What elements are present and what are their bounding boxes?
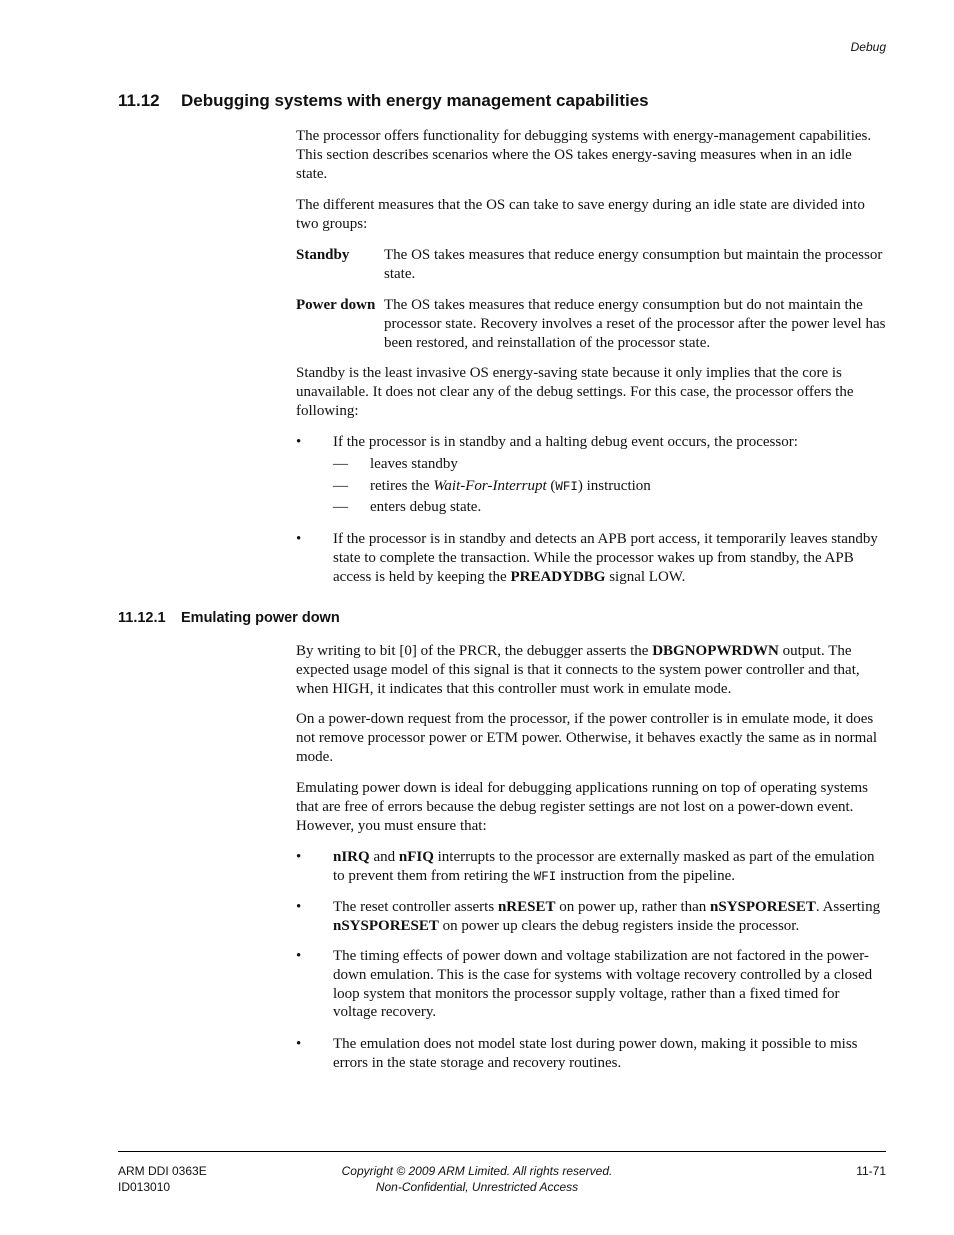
list-item-text: The timing effects of power down and voltage stabilization are not factored in the power-down emulation. This is the case for systems with voltage recovery controlled by a closed loop system that monitors the processor supply voltage, rather than a fixed timed for voltage recovery. [333,948,873,1021]
subsection-heading [118,610,340,626]
bullet-marker: • [296,899,302,915]
bullet-marker: • [296,1036,302,1052]
footer-divider [118,1151,886,1152]
list-item [296,1035,886,1073]
signal-name: nFIQ [398,849,434,865]
bullet-marker: • [296,434,302,450]
definition-term: Power down [296,297,376,313]
access-text: Non-Confidential, Unrestricted Access [375,1180,579,1194]
list-item [296,947,886,1022]
sub-list-item [333,455,458,474]
bullet-marker: • [296,849,302,865]
sub-list-item-text: enters debug state. [370,499,482,515]
doc-release: ID013010 [118,1180,171,1194]
section-paragraph-1: The processor offers functionality for debugging systems with energy-management capabilities. This section describes scenarios where the OS takes energy-saving measures when in an idle state. [296,128,872,182]
sub-list-item-text: leaves standby [370,456,458,472]
list-item-text: If the processor is in standby and a halting debug event occurs, the processor: [333,434,798,450]
emphasis-term: Wait-For-Interrupt [433,478,547,494]
definition-standby [296,246,886,284]
signal-name: nRESET [497,899,556,915]
definition-term: Standby [296,247,350,263]
subsection-paragraph-2: On a power-down request from the processor, if the power controller is in emulate mode, it does not remove processor power or ETM power. Otherwise, it behaves exactly the same as in normal mode. [296,711,878,765]
page-number: 11-71 [856,1164,886,1178]
section-paragraph-2: The different measures that the OS can take to save energy during an idle state are divided into two groups: [296,197,865,232]
subsection-title: Emulating power down [181,610,340,626]
section-number: 11.12 [118,91,160,110]
code-term: WFI [533,869,557,884]
dash-marker: — [333,478,348,494]
code-term: WFI [555,480,578,494]
signal-name: nIRQ [333,849,370,865]
list-item [296,433,886,452]
section-paragraph-3: Standby is the least invasive OS energy-saving state because it only implies that the core is unavailable. It does not clear any of the debug settings. For this case, the processor offers the following: [296,365,854,419]
dash-marker: — [333,456,348,472]
doc-id: ARM DDI 0363E [118,1164,207,1178]
list-item [296,898,886,936]
sub-list-item [333,498,481,517]
footer-copyright [0,1163,954,1195]
bullet-marker: • [296,948,302,964]
list-item [296,848,886,887]
subsection-paragraph-3: Emulating power down is ideal for debugging applications running on top of operating systems that are free of errors because the debug register settings are not lost on a power-down event. However, you must ensure that: [296,780,868,834]
list-item-text: The reset controller asserts nRESET on power up, rather than nSYSPORESET. Asserting nSYSPORESET on power up clears the debug registers inside the processor. [333,899,881,934]
section-title: Debugging systems with energy management capabilities [181,91,649,110]
signal-name: nSYSPORESET [333,917,439,934]
list-item [296,530,886,586]
list-item-text: nIRQ and nFIQ interrupts to the processor are externally masked as part of the emulation to prevent them from retiring the WFI instruction from the pipeline. [333,849,875,884]
definition-power-down [296,296,886,352]
definition-desc: The OS takes measures that reduce energy consumption but maintain the processor state. [384,247,883,282]
subsection-paragraph-1: By writing to bit [0] of the PRCR, the debugger asserts the DBGNOPWRDWN output. The expected usage model of this signal is that it connects to the system power controller and that, when HIGH, it indicates that this controller must work in emulate mode. [296,643,860,697]
bullet-marker: • [296,531,302,547]
sub-list-item [333,477,651,497]
signal-name: PREADYDBG [510,568,606,585]
copyright-text: Copyright © 2009 ARM Limited. All rights reserved. [341,1164,613,1178]
signal-name: nSYSPORESET [710,899,816,915]
list-item-text: The emulation does not model state lost during power down, making it possible to miss errors in the state storage and recovery routines. [333,1036,858,1071]
section-heading [118,91,649,111]
running-header: Debug [850,40,886,54]
list-item-text: If the processor is in standby and detects an APB port access, it temporarily leaves standby state to complete the transaction. While the processor wakes up from standby, the APB access is held by keeping the PREADYDBG signal LOW. [333,531,878,585]
subsection-number: 11.12.1 [118,610,166,626]
definition-desc: The OS takes measures that reduce energy consumption but do not maintain the processor state. Recovery involves a reset of the processor after the power level has been restored, and reinstallation of the processor state. [384,297,886,351]
dash-marker: — [333,499,348,515]
sub-list-item-text: retires the Wait-For-Interrupt (WFI) instruction [370,478,651,494]
signal-name: DBGNOPWRDWN [652,643,779,659]
